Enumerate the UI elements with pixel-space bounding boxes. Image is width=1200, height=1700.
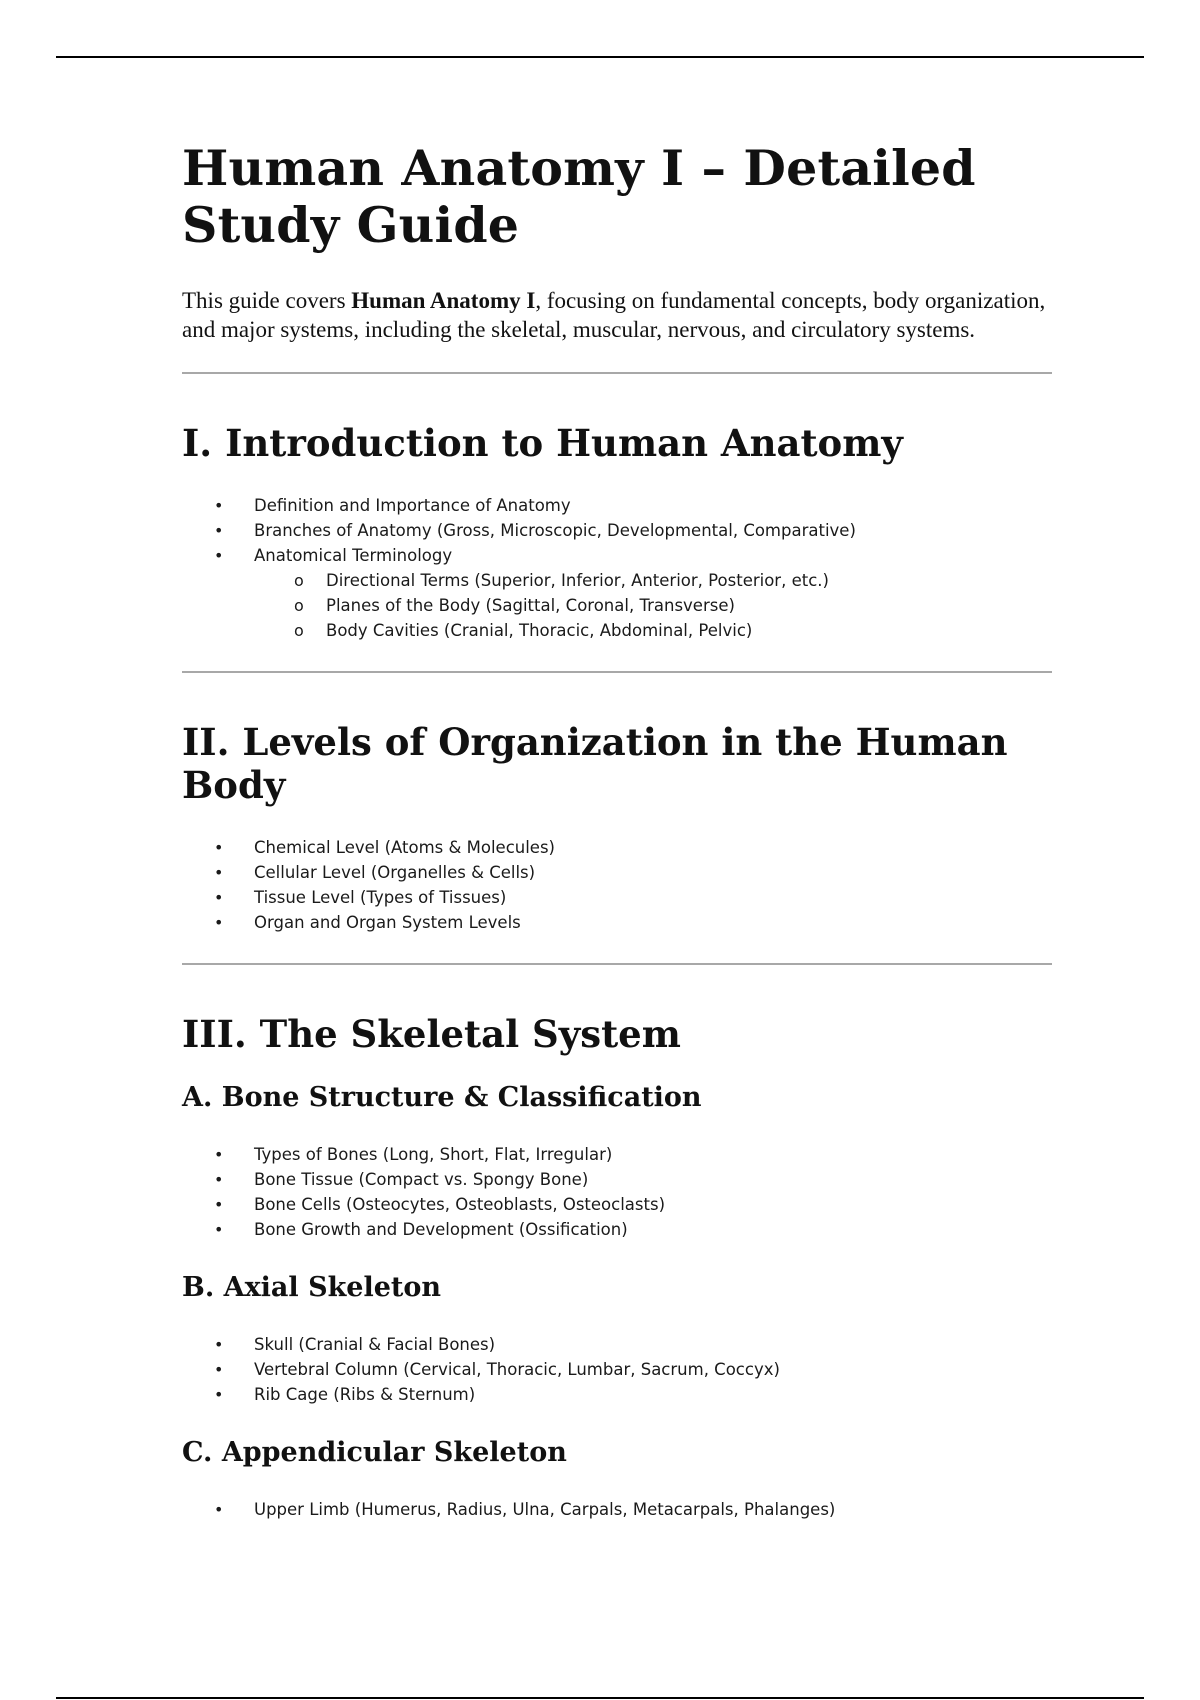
section-heading-skeletal: III. The Skeletal System — [182, 1012, 681, 1056]
terminology-sublist — [254, 568, 1052, 643]
subsection-heading-bone-structure: A. Bone Structure & Classification — [182, 1082, 702, 1113]
list-item-text: Bone Growth and Development (Ossification) — [254, 1220, 628, 1239]
bullet-icon: • — [214, 1385, 224, 1404]
section-divider — [182, 963, 1052, 965]
subsection-heading-appendicular-skeleton: C. Appendicular Skeleton — [182, 1437, 567, 1468]
list-item-text: Chemical Level (Atoms & Molecules) — [254, 838, 555, 857]
sub-bullet-icon: o — [294, 571, 304, 590]
list-item-text: Branches of Anatomy (Gross, Microscopic, Developmental, Comparative) — [254, 521, 856, 540]
sub-bullet-icon: o — [294, 596, 304, 615]
list-item-text: Tissue Level (Types of Tissues) — [254, 888, 507, 907]
list-item-text: Skull (Cranial & Facial Bones) — [254, 1335, 496, 1354]
list-item — [182, 518, 1052, 543]
list-item — [182, 1167, 1052, 1192]
list-item — [182, 1332, 1052, 1357]
list-item — [182, 910, 1052, 935]
bullet-icon: • — [214, 496, 224, 515]
list-item-text: Organ and Organ System Levels — [254, 913, 521, 932]
list-item-text: Types of Bones (Long, Short, Flat, Irregular) — [254, 1145, 613, 1164]
subsection-heading-axial-skeleton: B. Axial Skeleton — [182, 1272, 442, 1303]
list-item-text: Upper Limb (Humerus, Radius, Ulna, Carpals, Metacarpals, Phalanges) — [254, 1500, 836, 1519]
list-item — [182, 1192, 1052, 1217]
bullet-icon: • — [214, 1145, 224, 1164]
levels-list — [182, 835, 1052, 935]
intro-bold-course: Human Anatomy I — [351, 288, 536, 313]
list-item — [182, 1142, 1052, 1167]
sub-list-item-text: Directional Terms (Superior, Inferior, Anterior, Posterior, etc.) — [326, 571, 829, 590]
list-item — [182, 885, 1052, 910]
bone-structure-list — [182, 1142, 1052, 1242]
list-item-text: Anatomical Terminology — [254, 546, 453, 565]
bullet-icon: • — [214, 863, 224, 882]
bullet-icon: • — [214, 838, 224, 857]
list-item-text: Bone Cells (Osteocytes, Osteoblasts, Osteoclasts) — [254, 1195, 666, 1214]
list-item-text: Definition and Importance of Anatomy — [254, 496, 571, 515]
bullet-icon: • — [214, 1195, 224, 1214]
list-item-text: Cellular Level (Organelles & Cells) — [254, 863, 536, 882]
bullet-icon: • — [214, 1220, 224, 1239]
introduction-list — [182, 493, 1052, 643]
sub-list-item-text: Body Cavities (Cranial, Thoracic, Abdominal, Pelvic) — [326, 621, 753, 640]
intro-text-end: , focusing on fundamental concepts, body organization, and major systems, including the skeletal, muscular, nervous, and circulatory systems. — [182, 288, 1046, 342]
bullet-icon: • — [214, 1335, 224, 1354]
list-item-text: Rib Cage (Ribs & Sternum) — [254, 1385, 476, 1404]
section-divider — [182, 372, 1052, 374]
list-item — [182, 543, 1052, 643]
bullet-icon: • — [214, 546, 224, 565]
sub-bullet-icon: o — [294, 621, 304, 640]
list-item-text: Vertebral Column (Cervical, Thoracic, Lumbar, Sacrum, Coccyx) — [254, 1360, 780, 1379]
appendicular-skeleton-list — [182, 1497, 1052, 1522]
bullet-icon: • — [214, 1360, 224, 1379]
intro-paragraph — [182, 286, 1052, 344]
sub-list-item — [254, 618, 1052, 643]
bullet-icon: • — [214, 913, 224, 932]
bullet-icon: • — [214, 1500, 224, 1519]
document-body — [182, 140, 1052, 1522]
axial-skeleton-list — [182, 1332, 1052, 1407]
intro-text-start: This guide covers — [182, 288, 352, 313]
list-item — [182, 493, 1052, 518]
bullet-icon: • — [214, 521, 224, 540]
sub-list-item-text: Planes of the Body (Sagittal, Coronal, Transverse) — [326, 596, 735, 615]
document-title: Human Anatomy I – Detailed Study Guide — [182, 139, 976, 254]
list-item — [182, 835, 1052, 860]
list-item — [182, 1217, 1052, 1242]
bullet-icon: • — [214, 1170, 224, 1189]
sub-list-item — [254, 568, 1052, 593]
bullet-icon: • — [214, 888, 224, 907]
page-top-rule — [56, 56, 1144, 58]
section-heading-introduction: I. Introduction to Human Anatomy — [182, 421, 903, 465]
page-bottom-rule — [56, 1697, 1144, 1699]
sub-list-item — [254, 593, 1052, 618]
list-item — [182, 1357, 1052, 1382]
section-heading-levels: II. Levels of Organization in the Human Body — [182, 720, 1008, 807]
section-divider — [182, 671, 1052, 673]
list-item — [182, 860, 1052, 885]
list-item — [182, 1382, 1052, 1407]
list-item — [182, 1497, 1052, 1522]
list-item-text: Bone Tissue (Compact vs. Spongy Bone) — [254, 1170, 589, 1189]
